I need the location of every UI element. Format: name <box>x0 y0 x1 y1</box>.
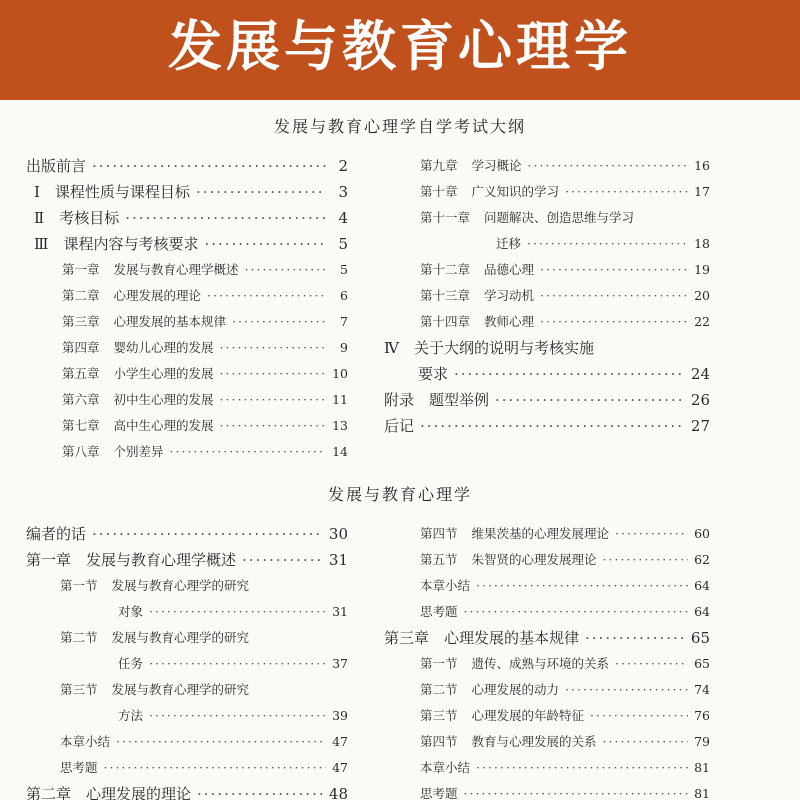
toc-leader-dots <box>603 732 688 752</box>
toc-chapter-number: 第二节 <box>60 630 98 645</box>
toc-entry-label: Ⅰ 课程性质与课程目标 <box>34 183 190 201</box>
toc-page-number: 65 <box>690 629 710 647</box>
toc-entry-label: 思考题 <box>420 786 458 800</box>
toc-leader-dots <box>615 654 688 674</box>
toc-entry-label: 遗传、成熟与环境的关系 <box>471 656 610 671</box>
toc-chapter-number: 第一节 <box>60 578 98 593</box>
toc-page-number: 48 <box>328 785 348 800</box>
toc-leader-dots <box>125 208 326 228</box>
toc-entry <box>26 308 348 334</box>
toc-page-number: 5 <box>338 235 348 253</box>
toc-entry-label: 任务 <box>118 656 144 671</box>
toc-page-number: 37 <box>332 656 348 671</box>
toc-entry <box>384 230 710 256</box>
toc-chapter-number: 第十三章 <box>420 288 471 303</box>
toc-chapter-number: 第十一章 <box>420 210 471 225</box>
toc-entry <box>384 204 710 230</box>
toc-page-number: 22 <box>694 314 710 329</box>
toc-leader-dots <box>220 390 326 410</box>
toc-chapter-number: 第六章 <box>62 392 100 407</box>
toc-chapter-number: 第十四章 <box>420 314 471 329</box>
toc-leader-dots <box>220 416 326 436</box>
toc-chapter-number: 第三节 <box>60 682 98 697</box>
toc-entry <box>384 360 710 386</box>
toc-page-number: 5 <box>340 262 348 277</box>
toc-entry <box>26 650 348 676</box>
toc-page-number: 60 <box>694 526 710 541</box>
toc-leader-dots <box>585 628 685 648</box>
toc-leader-dots <box>245 260 326 280</box>
toc-entry-label: 方法 <box>118 708 144 723</box>
toc-entry <box>384 624 710 650</box>
toc-page-number: 24 <box>690 365 710 383</box>
toc-leader-dots <box>476 758 688 778</box>
toc-chapter-number: 第三章 <box>62 314 100 329</box>
toc-page-number: 26 <box>690 391 710 409</box>
toc-leader-dots <box>170 442 326 462</box>
toc-leader-dots <box>464 784 688 800</box>
toc-entry-label: 发展与教育心理学的研究 <box>111 630 250 645</box>
toc-entry <box>26 334 348 360</box>
toc-entry <box>26 754 348 780</box>
textbook-title: 发展与教育心理学 <box>327 485 472 504</box>
toc-entry <box>26 728 348 754</box>
toc-page-number: 7 <box>340 314 348 329</box>
toc-leader-dots <box>565 182 688 202</box>
toc-chapter-number: 第三节 <box>420 708 458 723</box>
toc-entry <box>384 412 710 438</box>
toc-entry <box>384 152 710 178</box>
toc-page-number: 39 <box>332 708 348 723</box>
toc-entry <box>26 780 348 800</box>
toc-entry-label: Ⅱ 考核目标 <box>34 209 120 227</box>
toc-leader-dots <box>454 364 685 384</box>
toc-leader-dots <box>540 260 688 280</box>
toc-entry-label: 发展与教育心理学的研究 <box>111 682 250 697</box>
toc-entry-label: 发展与教育心理学的研究 <box>111 578 250 593</box>
toc-page-number: 62 <box>694 552 710 567</box>
toc-leader-dots <box>104 758 326 778</box>
toc-page-number: 13 <box>332 418 348 433</box>
toc-leader-dots <box>149 654 326 674</box>
toc-entry <box>384 386 710 412</box>
toc-entry-label: 个别差异 <box>113 444 164 459</box>
toc-entry <box>384 650 710 676</box>
toc-entry-label: 思考题 <box>60 760 98 775</box>
toc-chapter-number: 第四章 <box>62 340 100 355</box>
toc-entry-label: 对象 <box>118 604 144 619</box>
toc-leader-dots <box>149 706 326 726</box>
toc-page-number: 31 <box>328 551 348 569</box>
toc-chapter-number: 第五节 <box>420 552 458 567</box>
toc-page-number: 47 <box>332 734 348 749</box>
toc-entry <box>26 386 348 412</box>
toc-page-number: 76 <box>694 708 710 723</box>
toc-entry <box>384 728 710 754</box>
toc-entry <box>26 572 348 598</box>
toc-leader-dots <box>92 156 326 176</box>
toc-page-number: 27 <box>690 417 710 435</box>
toc-entry-label: 编者的话 <box>26 525 87 543</box>
title-banner <box>0 0 800 100</box>
toc-entry-label: 迁移 <box>496 236 522 251</box>
toc-entry-label: 问题解决、创造思维与学习 <box>484 210 635 225</box>
toc-chapter-number: 第一节 <box>420 656 458 671</box>
toc-entry-label: 教育与心理发展的关系 <box>471 734 597 749</box>
toc-entry-label: 思考题 <box>420 604 458 619</box>
toc-entry-label: 附录 题型举例 <box>384 391 490 409</box>
toc-entry-label: 初中生心理的发展 <box>113 392 214 407</box>
syllabus-toc-right <box>384 152 710 438</box>
toc-page-number: 16 <box>694 158 710 173</box>
toc-leader-dots <box>116 732 326 752</box>
toc-chapter-number: 第九章 <box>420 158 458 173</box>
toc-leader-dots <box>495 390 685 410</box>
toc-leader-dots <box>420 416 685 436</box>
toc-entry <box>26 624 348 650</box>
toc-leader-dots <box>476 576 688 596</box>
toc-page-number: 20 <box>694 288 710 303</box>
toc-chapter-number: 第四节 <box>420 734 458 749</box>
toc-chapter-number: 第一章 <box>62 262 100 277</box>
toc-entry <box>384 754 710 780</box>
toc-chapter-number: 第八章 <box>62 444 100 459</box>
toc-entry <box>384 546 710 572</box>
toc-chapter-number: 第七章 <box>62 418 100 433</box>
toc-entry-label: 出版前言 <box>26 157 87 175</box>
toc-entry <box>384 178 710 204</box>
toc-page-number: 2 <box>338 157 348 175</box>
toc-entry <box>384 780 710 800</box>
textbook-toc-right <box>384 520 710 800</box>
toc-leader-dots <box>540 312 688 332</box>
toc-chapter-number: 第十章 <box>420 184 458 199</box>
toc-leader-dots <box>207 286 326 306</box>
toc-chapter-number: 第十二章 <box>420 262 471 277</box>
toc-entry <box>26 702 348 728</box>
toc-entry-label: 朱智贤的心理发展理论 <box>471 552 597 567</box>
toc-entry-label: 心理发展的年龄特征 <box>471 708 585 723</box>
toc-leader-dots <box>220 338 326 358</box>
toc-page-number: 31 <box>332 604 348 619</box>
toc-entry <box>26 598 348 624</box>
toc-entry-label: 要求 <box>418 365 449 383</box>
toc-entry-label: 高中生心理的发展 <box>113 418 214 433</box>
toc-leader-dots <box>615 524 688 544</box>
toc-entry <box>26 204 348 230</box>
toc-entry <box>384 702 710 728</box>
toc-leader-dots <box>197 784 323 800</box>
toc-entry-label: 第三章 心理发展的基本规律 <box>384 629 580 647</box>
textbook-toc-left <box>26 520 348 800</box>
toc-entry <box>26 282 348 308</box>
toc-entry <box>26 256 348 282</box>
toc-page-number: 19 <box>694 262 710 277</box>
toc-page-number: 3 <box>338 183 348 201</box>
toc-leader-dots <box>528 156 688 176</box>
toc-entry-label: Ⅲ 课程内容与考核要求 <box>34 235 199 253</box>
toc-entry <box>384 598 710 624</box>
toc-entry <box>26 546 348 572</box>
toc-leader-dots <box>92 524 323 544</box>
toc-page-number: 65 <box>694 656 710 671</box>
toc-entry-label: 学习动机 <box>484 288 535 303</box>
syllabus-toc-left <box>26 152 348 464</box>
toc-entry-label: 心理发展的理论 <box>113 288 202 303</box>
toc-entry-label: 心理发展的基本规律 <box>113 314 227 329</box>
toc-entry-label: 维果茨基的心理发展理论 <box>471 526 610 541</box>
toc-leader-dots <box>220 364 326 384</box>
toc-entry <box>26 520 348 546</box>
toc-page-number: 64 <box>694 604 710 619</box>
toc-page-number: 9 <box>340 340 348 355</box>
toc-entry-label: 婴幼儿心理的发展 <box>113 340 214 355</box>
toc-page-number: 79 <box>694 734 710 749</box>
toc-leader-dots <box>565 680 688 700</box>
toc-entry <box>384 520 710 546</box>
toc-entry <box>384 572 710 598</box>
toc-page-number: 14 <box>332 444 348 459</box>
toc-page-number: 6 <box>340 288 348 303</box>
toc-entry-label: Ⅳ 关于大纲的说明与考核实施 <box>384 339 594 357</box>
toc-leader-dots <box>603 550 688 570</box>
toc-leader-dots <box>242 550 323 570</box>
toc-leader-dots <box>232 312 326 332</box>
toc-entry <box>384 256 710 282</box>
toc-chapter-number: 第四节 <box>420 526 458 541</box>
toc-entry <box>384 308 710 334</box>
toc-page-number: 11 <box>332 392 348 407</box>
toc-leader-dots <box>527 234 688 254</box>
toc-entry <box>26 438 348 464</box>
toc-chapter-number: 第二章 <box>62 288 100 303</box>
toc-page-number: 64 <box>694 578 710 593</box>
toc-page-number: 47 <box>332 760 348 775</box>
toc-page-number: 18 <box>694 236 710 251</box>
toc-page-number: 4 <box>338 209 348 227</box>
toc-chapter-number: 第五章 <box>62 366 100 381</box>
toc-entry-label: 学习概论 <box>471 158 522 173</box>
toc-leader-dots <box>464 602 688 622</box>
toc-leader-dots <box>196 182 326 202</box>
toc-entry <box>26 230 348 256</box>
toc-entry <box>26 412 348 438</box>
toc-entry-label: 小学生心理的发展 <box>113 366 214 381</box>
toc-entry-label: 后记 <box>384 417 415 435</box>
toc-entry <box>26 152 348 178</box>
toc-entry-label: 本章小结 <box>420 578 471 593</box>
toc-entry <box>384 282 710 308</box>
toc-entry <box>26 676 348 702</box>
toc-page-number: 10 <box>332 366 348 381</box>
toc-entry-label: 品德心理 <box>484 262 535 277</box>
toc-entry-label: 心理发展的动力 <box>471 682 560 697</box>
toc-entry-label: 第二章 心理发展的理论 <box>26 785 192 800</box>
toc-leader-dots <box>540 286 688 306</box>
banner-title: 发展与教育心理学 <box>168 15 632 78</box>
toc-page-number: 17 <box>694 184 710 199</box>
toc-page-number: 30 <box>328 525 348 543</box>
toc-page-number: 81 <box>694 786 710 800</box>
toc-page-number: 74 <box>694 682 710 697</box>
toc-leader-dots <box>149 602 326 622</box>
toc-entry <box>384 676 710 702</box>
toc-chapter-number: 第二节 <box>420 682 458 697</box>
toc-entry-label: 发展与教育心理学概述 <box>113 262 239 277</box>
toc-entry <box>26 178 348 204</box>
toc-entry-label: 本章小结 <box>60 734 111 749</box>
toc-entry-label: 广义知识的学习 <box>471 184 560 199</box>
toc-entry-label: 第一章 发展与教育心理学概述 <box>26 551 237 569</box>
toc-entry <box>384 334 710 360</box>
toc-page-number: 81 <box>694 760 710 775</box>
syllabus-title: 发展与教育心理学自学考试大纲 <box>273 117 526 136</box>
toc-entry <box>26 360 348 386</box>
toc-leader-dots <box>590 706 688 726</box>
toc-entry-label: 本章小结 <box>420 760 471 775</box>
toc-entry-label: 教师心理 <box>484 314 535 329</box>
toc-leader-dots <box>204 234 326 254</box>
